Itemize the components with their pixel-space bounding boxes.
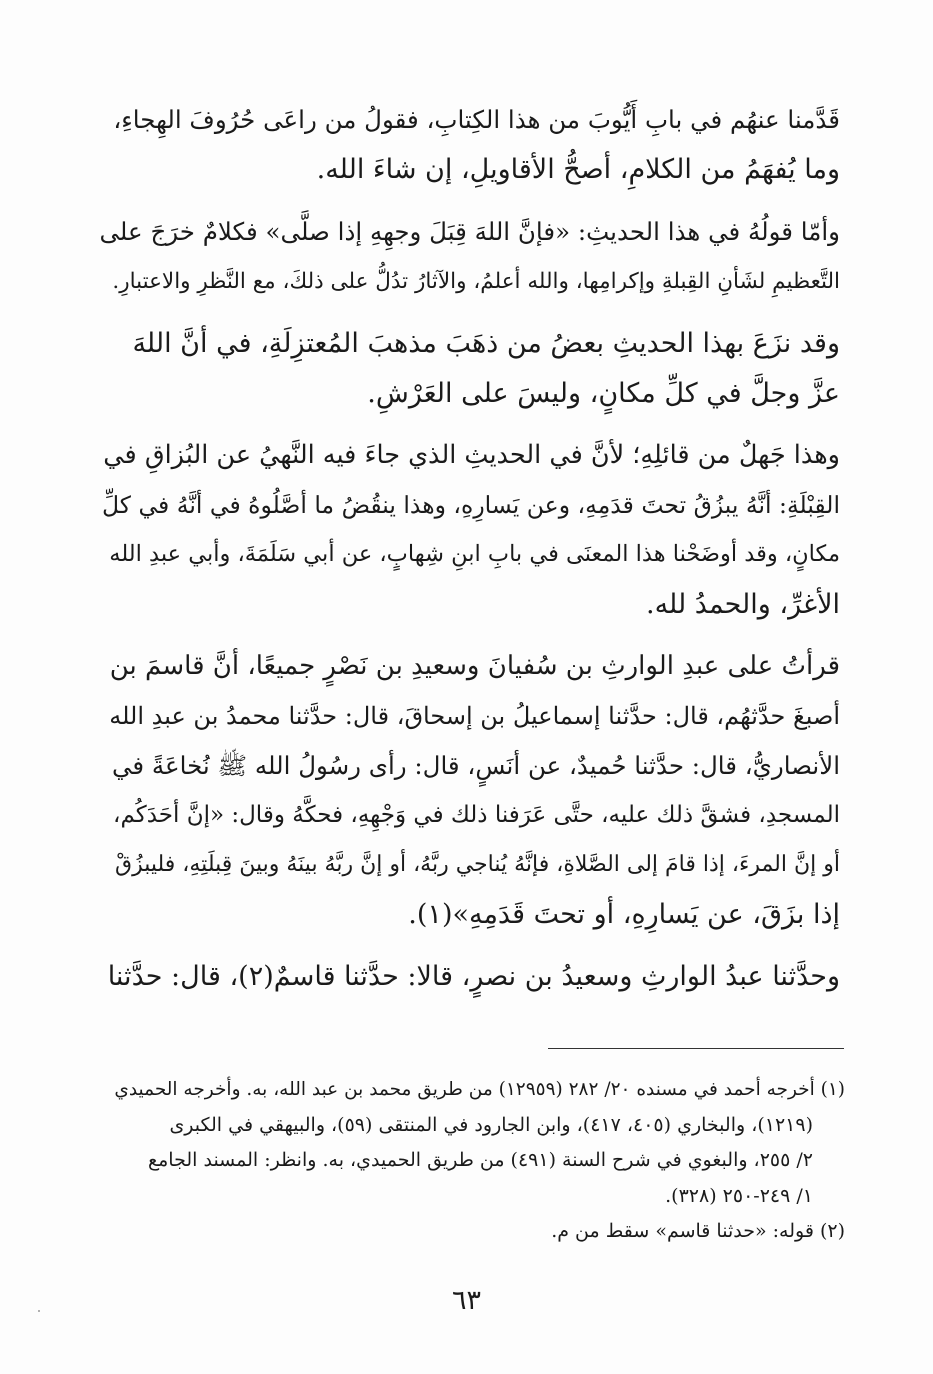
text-line: أصبغَ حدَّثهُم، قال: حدَّثنا إسماعيلُ بن إسحاقَ، قال: حدَّثنا محمدُ بن عبدِ الله: [109, 701, 840, 730]
text-line: وحدَّثنا عبدُ الوارثِ وسعيدُ بن نصرٍ، قالا: حدَّثنا قاسمٌ(٢)، قال: حدَّثنا: [107, 961, 840, 992]
text-line: قَدَّمنا عنهُم في بابِ أَيُّوبَ من هذا الكِتابِ، فقولُ من راعَى حُرُوفَ الهِجاءِ،: [113, 105, 840, 134]
text-line: التَّعظيمِ لشَأنِ القِبلةِ وإكرامِها، والله أعلمُ، والآثارُ تدُلُّ على ذلكَ، مع النَّظرِ والاعتبارِ.: [112, 268, 840, 294]
footnotes: [100, 1072, 845, 1250]
footnote-line: (٢) قوله: «حدثنا قاسم» سقط من م.: [551, 1220, 845, 1242]
footnote-line: ١/ ٢٤٩-٢٥٠ (٣٢٨).: [665, 1184, 813, 1207]
footnote-line: (١٢١٩)، والبخاري (٤٠٥، ٤١٧)، وابن الجارود في المنتقى (٥٩)، والبيهقي في الكبرى: [169, 1113, 813, 1136]
footnote-line: ٢/ ٢٥٥، والبغوي في شرح السنة (٤٩١) من طريق الحميدي، به. وانظر: المسند الجامع: [148, 1149, 813, 1171]
text-line: المسجدِ، فشقَّ ذلك عليه، حتَّى عَرَفنا ذلك في وَجْهِهِ، فحكَّهُ وقال: «إنَّ أحَدَكُم،: [113, 801, 840, 828]
page-number: ٦٣: [451, 1285, 481, 1316]
text-line: الأنصاريُّ، قال: حدَّثنا حُميدٌ، عن أنَسٍ، قال: رأى رسُولُ الله ﷺ نُخاعَةً في: [111, 751, 840, 780]
text-line: الأغرِّ، والحمدُ لله.: [646, 588, 840, 620]
footnote-divider: [548, 1048, 844, 1049]
text-line: عزَّ وجلَّ في كلِّ مكانٍ، وليسَ على العَرْشِ.: [367, 377, 840, 409]
text-line: وهذا جَهلٌ من قائلِهِ؛ لأنَّ في الحديثِ الذي جاءَ فيه النَّهيُ عن البُزاقِ في: [103, 440, 840, 470]
scan-speck: [38, 1310, 40, 1312]
footnote-line: (١) أخرجه أحمد في مسنده ٢٠/ ٢٨٢ (١٢٩٥٩) من طريق محمد بن عبد الله، به. وأخرجه الحميدي: [114, 1079, 845, 1100]
text-line: مكانٍ، وقد أوضَحْنا هذا المعنَى في بابِ ابنِ شِهابٍ، عن أبي سَلَمَةَ، وأبي عبدِ الله: [109, 541, 840, 567]
text-line: قرأتُ على عبدِ الوارثِ بن سُفيانَ وسعيدِ بن نَصْرٍ جميعًا، أنَّ قاسمَ بن: [109, 651, 840, 681]
text-line: وأمّا قولُهُ في هذا الحديثِ: «فإنَّ اللهَ قِبَلَ وجهِهِ إذا صلَّى» فكلامٌ خرَجَ على: [100, 217, 840, 246]
main-text: [100, 95, 840, 1002]
text-line: أو إنَّ المرءَ، إذا قامَ إلى الصَّلاةِ، فإنَّهُ يُناجي ربَّهُ، أو إنَّ ربَّهُ بينَهُ وبينَ قِبلَتِهِ، فليبزُقْ: [115, 852, 840, 877]
text-line: وقد نزَعَ بهذا الحديثِ بعضُ من ذهَبَ مذهبَ المُعتزِلَةِ، في أنَّ اللهَ: [132, 328, 840, 359]
text-line: القِبْلَةِ: أنَّهُ يبزُقُ تحتَ قدَمِهِ، وعن يَسارِهِ، وهذا ينقُضُ ما أصَّلُوهُ في أنَّهُ في كلِّ: [101, 490, 840, 519]
text-line: إذا بزَقَ، عن يَسارِهِ، أو تحتَ قَدَمِهِ»(١).: [408, 898, 840, 930]
text-line: وما يُفهَمُ من الكلامِ، أصحُّ الأقاويلِ، إن شاءَ الله.: [316, 153, 840, 185]
